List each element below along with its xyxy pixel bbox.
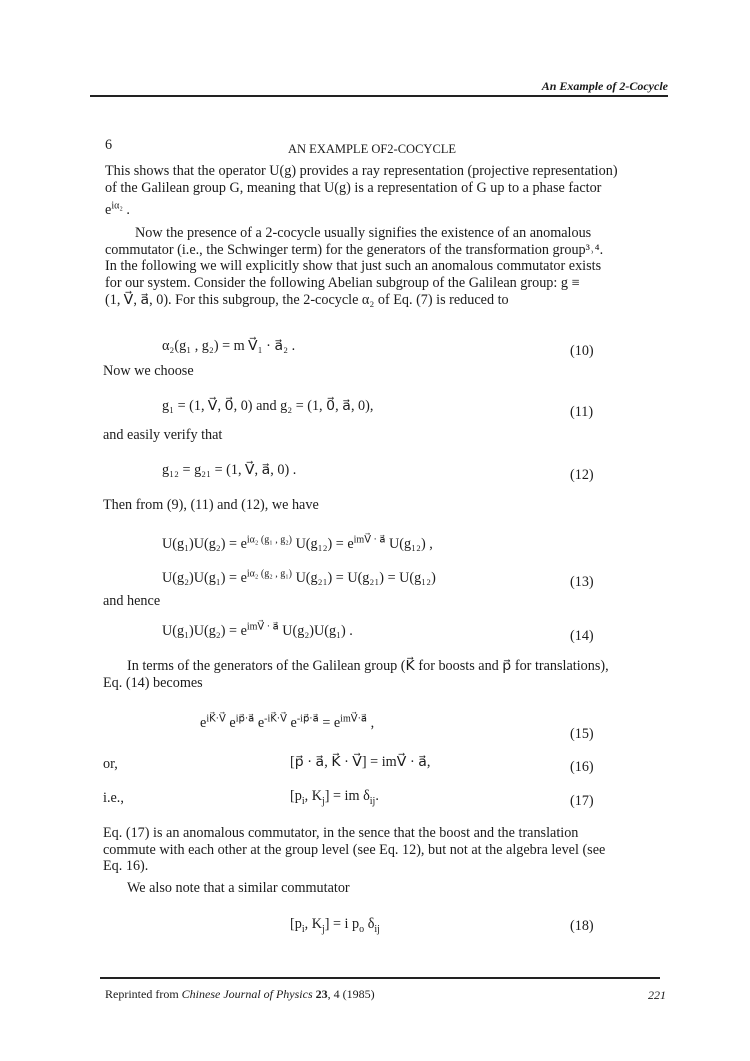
equation-segment: U(g₂₁) = U(g₂₁) = U(g₁₂): [292, 570, 436, 586]
equation-segment: U(g₁)U(g₂) = e: [162, 536, 247, 552]
equation-supscript: iα₂: [111, 200, 123, 212]
equation-segment: e: [254, 715, 265, 731]
equation-label-17: (17): [570, 793, 594, 809]
equation-segment: g₁₂ = g₂₁ = (1, V⃗, a⃗, 0) .: [162, 462, 297, 478]
equation-supscript: ip⃗·a⃗: [235, 713, 255, 725]
equation-segment: U(g₂)U(g₁) .: [278, 623, 353, 639]
equation-segment: ] = i p: [324, 916, 360, 932]
equation-segment: [p: [290, 916, 302, 932]
equation-13a: [162, 536, 433, 553]
text-choose: Now we choose: [103, 363, 194, 379]
header-rule: [90, 95, 668, 97]
equation-segment: U(g₁₂) = e: [292, 536, 354, 552]
equation-10: [162, 338, 295, 355]
footer-rule: [100, 977, 660, 979]
equation-segment: = e: [318, 715, 341, 731]
reprint-prefix: Reprinted from: [105, 987, 182, 1001]
equation-16: [290, 754, 430, 771]
equation-label-14: (14): [570, 628, 594, 644]
equation-label-10: (10): [570, 343, 594, 359]
text-then: Then from (9), (11) and (12), we have: [103, 497, 319, 513]
equation-supscript: -iK⃗·V⃗: [264, 713, 287, 725]
equation-12: [162, 462, 296, 479]
phase-factor: [105, 202, 130, 219]
equation-segment: g₁ = (1, V⃗, 0⃗, 0) and g₂ = (1, 0⃗, a⃗, 0),: [162, 398, 374, 414]
equation-segment: [p: [290, 788, 302, 804]
volume: 23: [312, 987, 328, 1001]
equation-segment: ] = im δ: [324, 788, 370, 804]
equation-subscript: i: [301, 923, 305, 935]
prefix-ie: i.e.,: [103, 790, 124, 806]
equation-13b: [162, 570, 436, 587]
equation-segment: U(g₂)U(g₁) = e: [162, 570, 247, 586]
equation-11: [162, 398, 373, 415]
equation-segment: , K: [304, 788, 322, 804]
equation-17: [290, 788, 379, 805]
issue: , 4 (1985): [327, 987, 375, 1001]
equation-segment: e: [225, 715, 236, 731]
equation-subscript: o: [359, 923, 365, 935]
text-line: (1, V⃗, a⃗, 0). For this subgroup, the 2-cocycle α₂ of Eq. (7) is reduced to: [105, 291, 509, 308]
text-verify: and easily verify that: [103, 427, 223, 443]
text-line: Eq. (17) is an anomalous commutator, in the sence that the boost and the translation: [103, 825, 579, 841]
equation-segment: [p⃗ · a⃗, K⃗ · V⃗] = imV⃗ · a⃗,: [290, 754, 431, 770]
reprint-note: [105, 987, 375, 1002]
equation-segment: U(g₁)U(g₂) = e: [162, 623, 247, 639]
journal-name: Chinese Journal of Physics: [181, 987, 313, 1001]
text-line: In the following we will explicitly show that just such an anomalous commutator exists: [105, 258, 602, 275]
text-note: We also note that a similar commutator: [127, 880, 350, 896]
equation-subscript: ij: [369, 795, 376, 807]
text-line: Now the presence of a 2-cocycle usually signifies the existence of an anomalous: [135, 225, 592, 241]
equation-segment: .: [122, 202, 130, 218]
text-hence: and hence: [103, 593, 161, 609]
equation-segment: ,: [367, 715, 375, 731]
text-line: Eq. (14) becomes: [103, 675, 203, 691]
equation-segment: e: [200, 715, 207, 731]
equation-18: [290, 916, 380, 933]
running-header: An Example of 2-Cocycle: [541, 79, 668, 93]
equation-label-15: (15): [570, 726, 594, 742]
equation-supscript: imV⃗ · a⃗: [353, 534, 386, 546]
equation-segment: , K: [304, 916, 322, 932]
equation-segment: .: [375, 788, 379, 804]
equation-segment: e: [105, 202, 112, 218]
text-line: for our system. Consider the following Abelian subgroup of the Galilean group: g ≡: [105, 275, 580, 292]
page-number: 6: [105, 137, 113, 153]
equation-supscript: iα₂ (g₂ , g₁): [246, 568, 293, 580]
equation-supscript: iα₂ (g₁ , g₂): [246, 534, 293, 546]
text-line: commutator (i.e., the Schwinger term) for the generators of the transformation group³˒⁴.: [105, 241, 604, 258]
prefix-or: or,: [103, 756, 118, 772]
text-line: In terms of the generators of the Galilean group (K⃗ for boosts and p⃗ for translations),: [127, 658, 609, 674]
equation-supscript: iK⃗·V⃗: [206, 713, 226, 725]
equation-segment: e: [286, 715, 297, 731]
equation-label-11: (11): [570, 404, 594, 420]
equation-segment: δ: [364, 916, 375, 932]
equation-subscript: i: [301, 795, 305, 807]
equation-14: [162, 623, 353, 640]
equation-supscript: imV⃗ · a⃗: [246, 621, 279, 633]
equation-supscript: -ip⃗·a⃗: [296, 713, 319, 725]
equation-segment: α₂(g₁ , g₂) = m V⃗₁ · a⃗₂ .: [162, 338, 296, 354]
text-line: commute with each other at the group level (see Eq. 12), but not at the algebra level (see: [103, 841, 606, 858]
section-title: AN EXAMPLE OF2-COCYCLE: [288, 142, 457, 156]
text-line: This shows that the operator U(g) provides a ray representation (projective representation): [105, 163, 618, 179]
equation-supscript: imV⃗·a⃗: [340, 713, 368, 725]
equation-label-12: (12): [570, 467, 594, 483]
equation-label-18: (18): [570, 918, 594, 934]
equation-subscript: ij: [374, 923, 380, 935]
equation-15: [200, 715, 374, 732]
equation-segment: U(g₁₂) ,: [385, 536, 433, 552]
equation-label-16: (16): [570, 759, 594, 775]
equation-subscript: j: [321, 923, 325, 935]
journal-page-number: 221: [648, 988, 666, 1002]
text-line: of the Galilean group G, meaning that U(g) is a representation of G up to a phase factor: [105, 180, 602, 196]
text-line: Eq. 16).: [103, 858, 149, 874]
equation-subscript: j: [321, 795, 325, 807]
equation-label-13: (13): [570, 574, 594, 590]
